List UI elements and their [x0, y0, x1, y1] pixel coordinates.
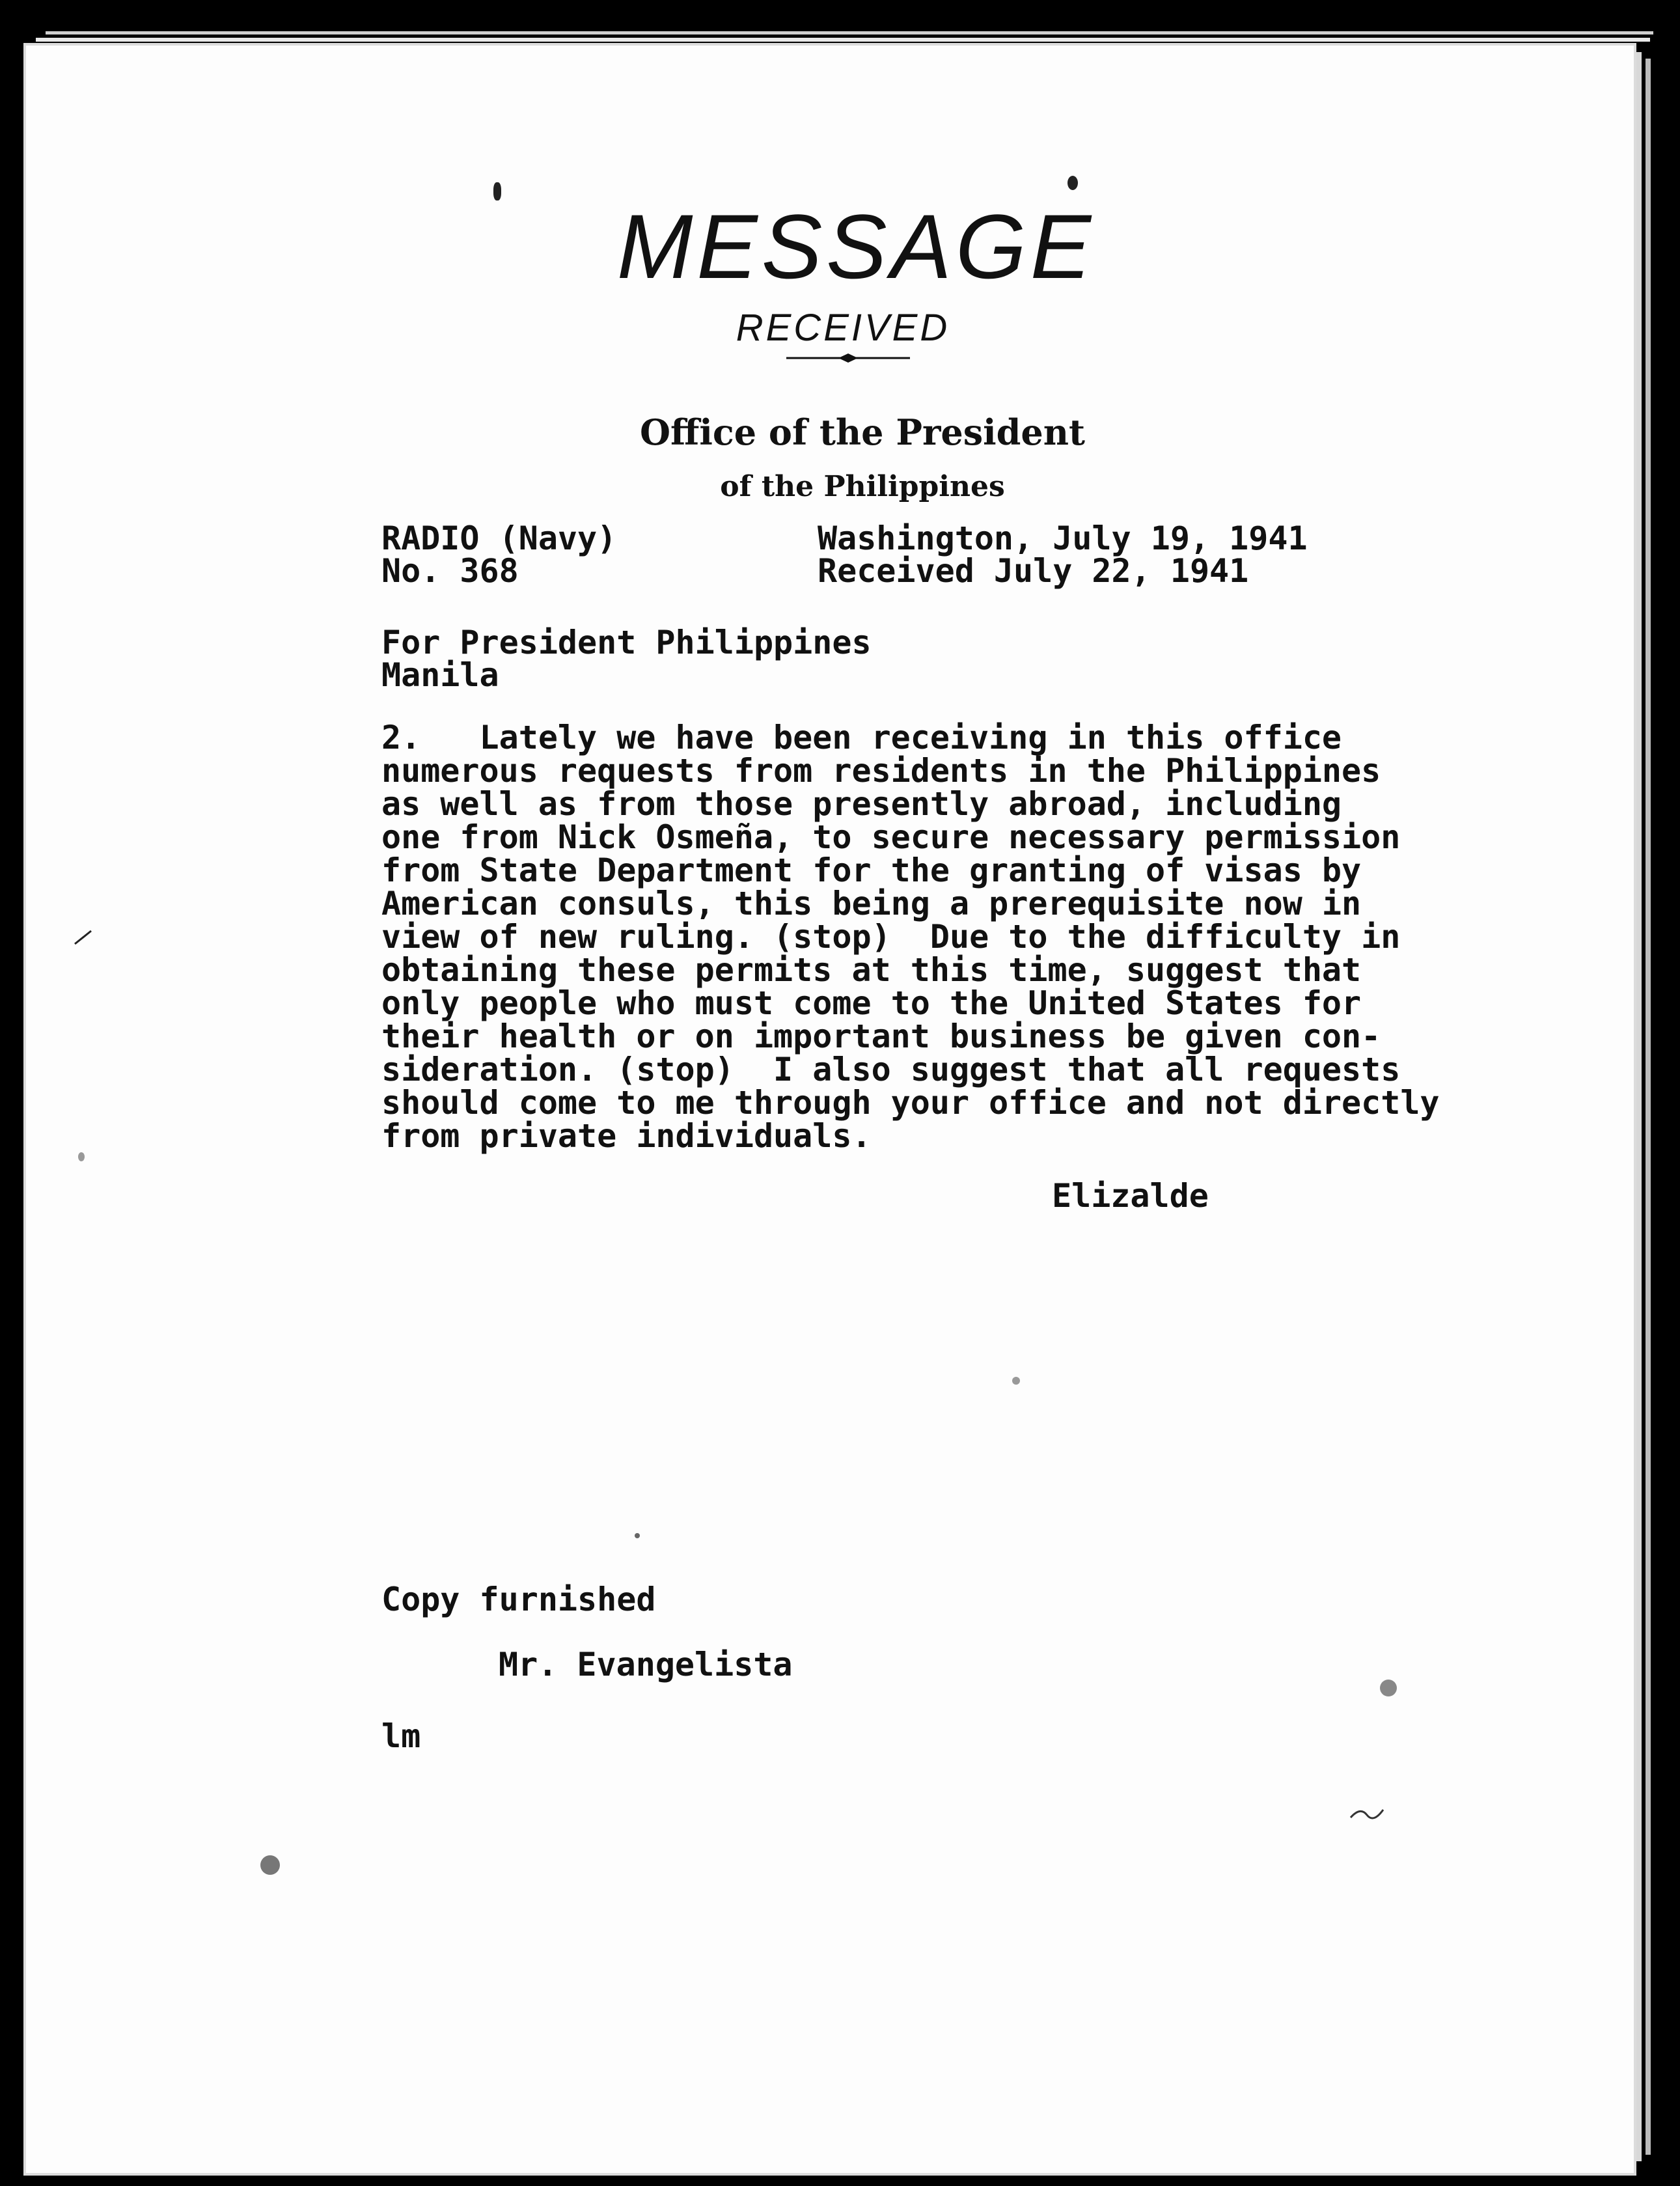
document-page — [26, 46, 1634, 2173]
body-line: obtaining these permits at this time, suggest that — [381, 951, 1362, 989]
body-line: as well as from those presently abroad, including — [381, 785, 1342, 823]
body-line: only people who must come to the United States for — [381, 984, 1362, 1022]
scan-speck — [635, 1533, 640, 1538]
body-line: view of new ruling. (stop) Due to the difficulty in — [381, 918, 1401, 956]
scan-speck — [260, 1855, 280, 1875]
scan-speck — [1012, 1377, 1020, 1385]
stray-pen-mark — [72, 924, 98, 950]
masthead-subtitle: RECEIVED — [736, 307, 950, 349]
addressee-line: For President Philippines — [381, 624, 872, 661]
header-number: No. 368 — [381, 552, 519, 590]
typist-initials: lm — [381, 1717, 421, 1755]
copy-furnished-label: Copy furnished — [381, 1581, 656, 1618]
body-line: 2. Lately we have been receiving in this office — [381, 719, 1342, 756]
sheet-edge — [46, 31, 1653, 35]
body-line: sideration. (stop) I also suggest that all requests — [381, 1051, 1401, 1088]
sheet-edge — [36, 38, 1650, 42]
scan-speck — [78, 1152, 85, 1161]
sheet-edge — [1635, 52, 1642, 2161]
header-received-date: Received July 22, 1941 — [818, 552, 1249, 590]
header-radio: RADIO (Navy) — [381, 519, 617, 557]
masthead-title: MESSAGE — [616, 195, 1095, 297]
header-origin-date: Washington, July 19, 1941 — [818, 519, 1308, 557]
body-line: their health or on important business be given con- — [381, 1017, 1381, 1055]
body-line: from State Department for the granting of visas by — [381, 851, 1362, 889]
ink-mark — [1067, 176, 1078, 190]
sheet-edge — [1646, 59, 1651, 2155]
message-body — [381, 721, 1440, 1153]
body-line: numerous requests from residents in the Philippines — [381, 752, 1381, 790]
copy-recipient: Mr. Evangelista — [499, 1646, 793, 1683]
masthead-office: Office of the President — [640, 411, 1085, 453]
body-line: American consuls, this being a prerequisite now in — [381, 885, 1362, 922]
ink-mark — [493, 182, 501, 201]
body-line: should come to me through your office and not directly — [381, 1084, 1440, 1122]
signature: Elizalde — [1052, 1177, 1209, 1215]
body-line: from private individuals. — [381, 1117, 872, 1155]
masthead-country: of the Philippines — [720, 470, 1005, 503]
ornament-divider — [786, 352, 910, 365]
body-line: one from Nick Osmeña, to secure necessary permission — [381, 818, 1401, 856]
scan-speck — [1380, 1680, 1397, 1696]
stray-pen-mark — [1347, 1803, 1386, 1823]
addressee-city: Manila — [381, 656, 499, 694]
